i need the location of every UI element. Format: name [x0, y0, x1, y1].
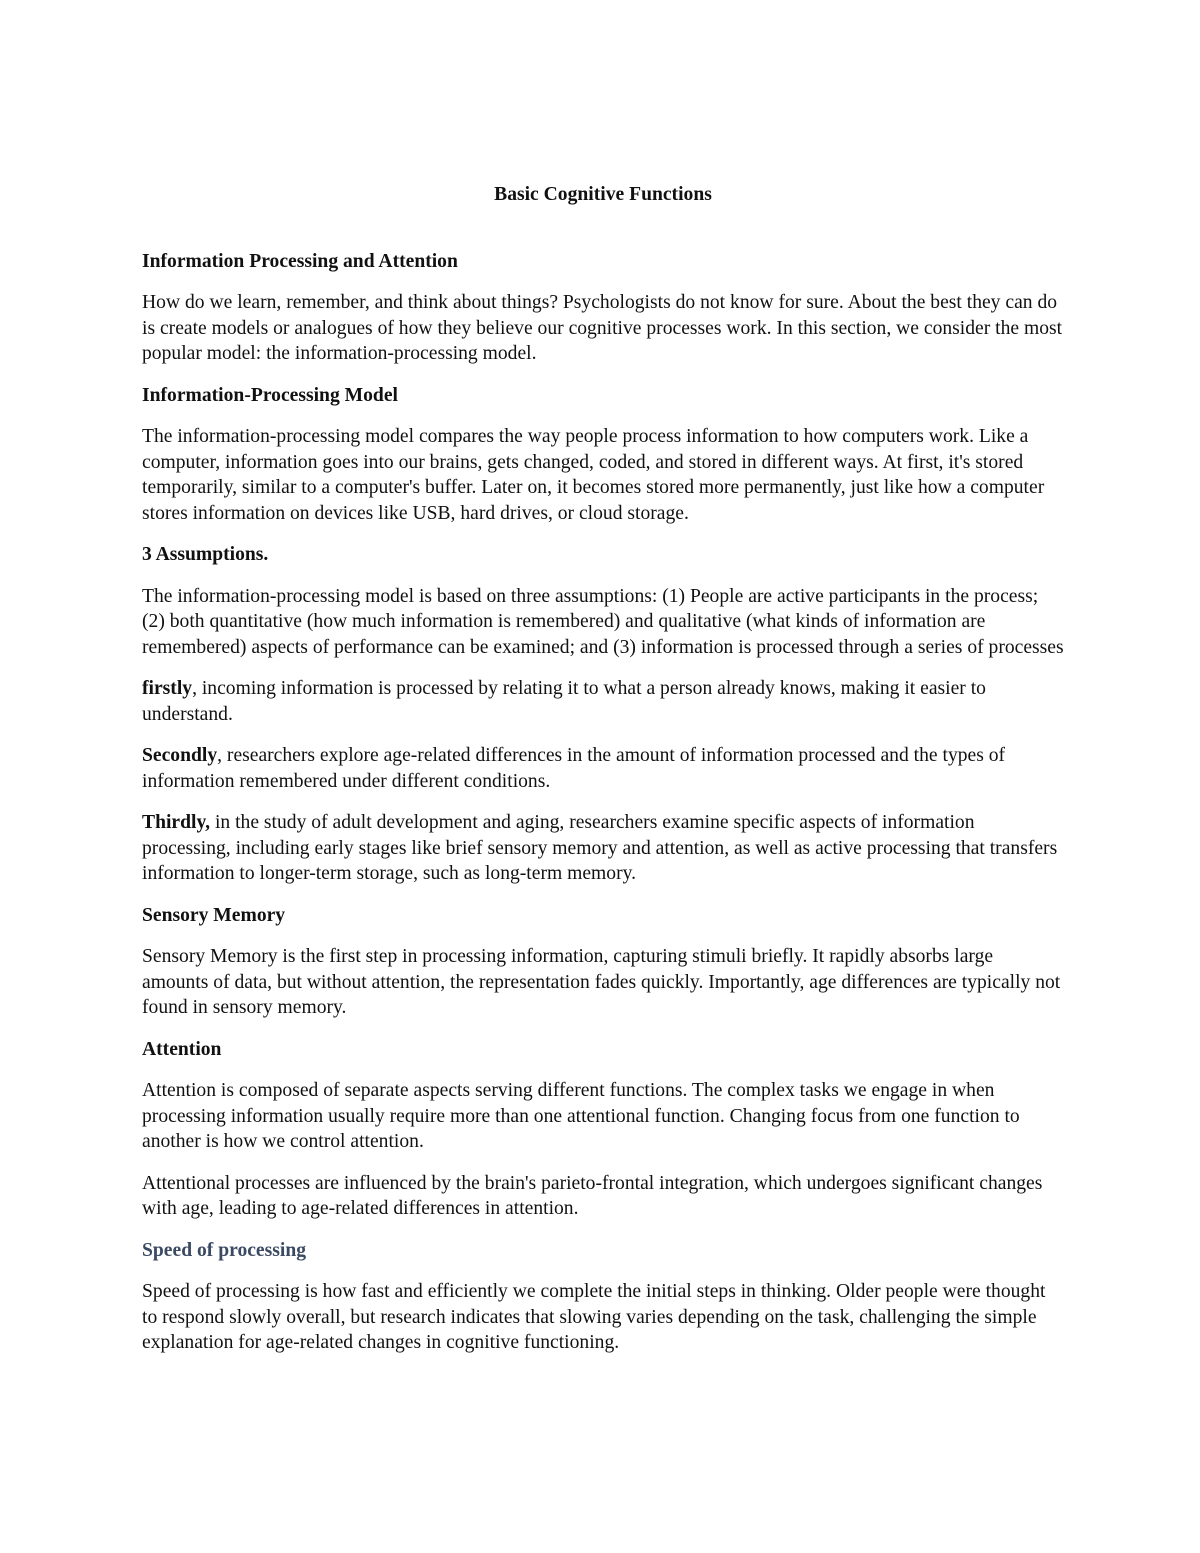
heading-information-processing-attention: Information Processing and Attention — [142, 250, 458, 272]
heading-sensory-memory: Sensory Memory — [142, 904, 286, 926]
paragraph-assumptions: The information-processing model is based on three assumptions: (1) People are active participants in the process; (2) both quantitative (how much information is remembered) and qualitative (what kinds of information are remembered) aspects of performance can be examined; and (3) information is processed through a series of processes — [142, 585, 1064, 658]
heading-speed-of-processing: Speed of processing — [142, 1239, 307, 1261]
firstly-text: , incoming information is processed by relating it to what a person already knows, making it easier to understand. — [142, 678, 986, 725]
heading-assumptions: 3 Assumptions. — [142, 544, 269, 565]
paragraph-speed-of-processing: Speed of processing is how fast and efficiently we complete the initial steps in thinking. Older people were thought to respond slowly overall, but research indicates that slowing varies depending on the task, challenging the simple explanation for age-related changes in cognitive functioning. — [142, 1281, 1046, 1353]
paragraph-sensory-memory: Sensory Memory is the first step in processing information, capturing stimuli briefly. It rapidly absorbs large amounts of data, but without attention, the representation fades quickly. Importantly, age differences are typically not found in sensory memory. — [142, 946, 1061, 1018]
firstly-lead: firstly — [142, 678, 193, 699]
document-page — [142, 182, 1064, 1372]
heading-information-processing-model: Information-Processing Model — [142, 384, 398, 406]
thirdly-text: in the study of adult development and aging, researchers examine specific aspects of information processing, including early stages like brief sensory memory and attention, as well as active processing that transfers information to longer-term storage, such as long-term memory. — [142, 812, 1058, 884]
paragraph-secondly — [142, 743, 1064, 794]
document-title: Basic Cognitive Functions — [494, 184, 712, 205]
paragraph-intro: How do we learn, remember, and think about things? Psychologists do not know for sure. About the best they can do is create models or analogues of how they believe our cognitive processes work. In this section, we consider the most popular model: the information-processing model. — [142, 292, 1063, 364]
secondly-lead: Secondly — [142, 745, 218, 766]
paragraph-attention-1: Attention is composed of separate aspects serving different functions. The complex tasks we engage in when processing information usually require more than one attentional function. Changing focus from one function to another is how we control attention. — [142, 1080, 1020, 1152]
paragraph-thirdly — [142, 810, 1064, 887]
paragraph-model: The information-processing model compares the way people process information to how computers work. Like a computer, information goes into our brains, gets changed, coded, and stored in different ways. At first, it's stored temporarily, similar to a computer's buffer. Later on, it becomes stored more permanently, just like how a computer stores information on devices like USB, hard drives, or cloud storage. — [142, 426, 1045, 524]
paragraph-firstly — [142, 676, 1064, 727]
heading-attention: Attention — [142, 1038, 222, 1060]
thirdly-lead: Thirdly, — [142, 812, 211, 833]
secondly-text: , researchers explore age-related differences in the amount of information processed and the types of information remembered under different conditions. — [142, 745, 1006, 792]
paragraph-attention-2: Attentional processes are influenced by the brain's parieto-frontal integration, which undergoes significant changes with age, leading to age-related differences in attention. — [142, 1172, 1043, 1219]
